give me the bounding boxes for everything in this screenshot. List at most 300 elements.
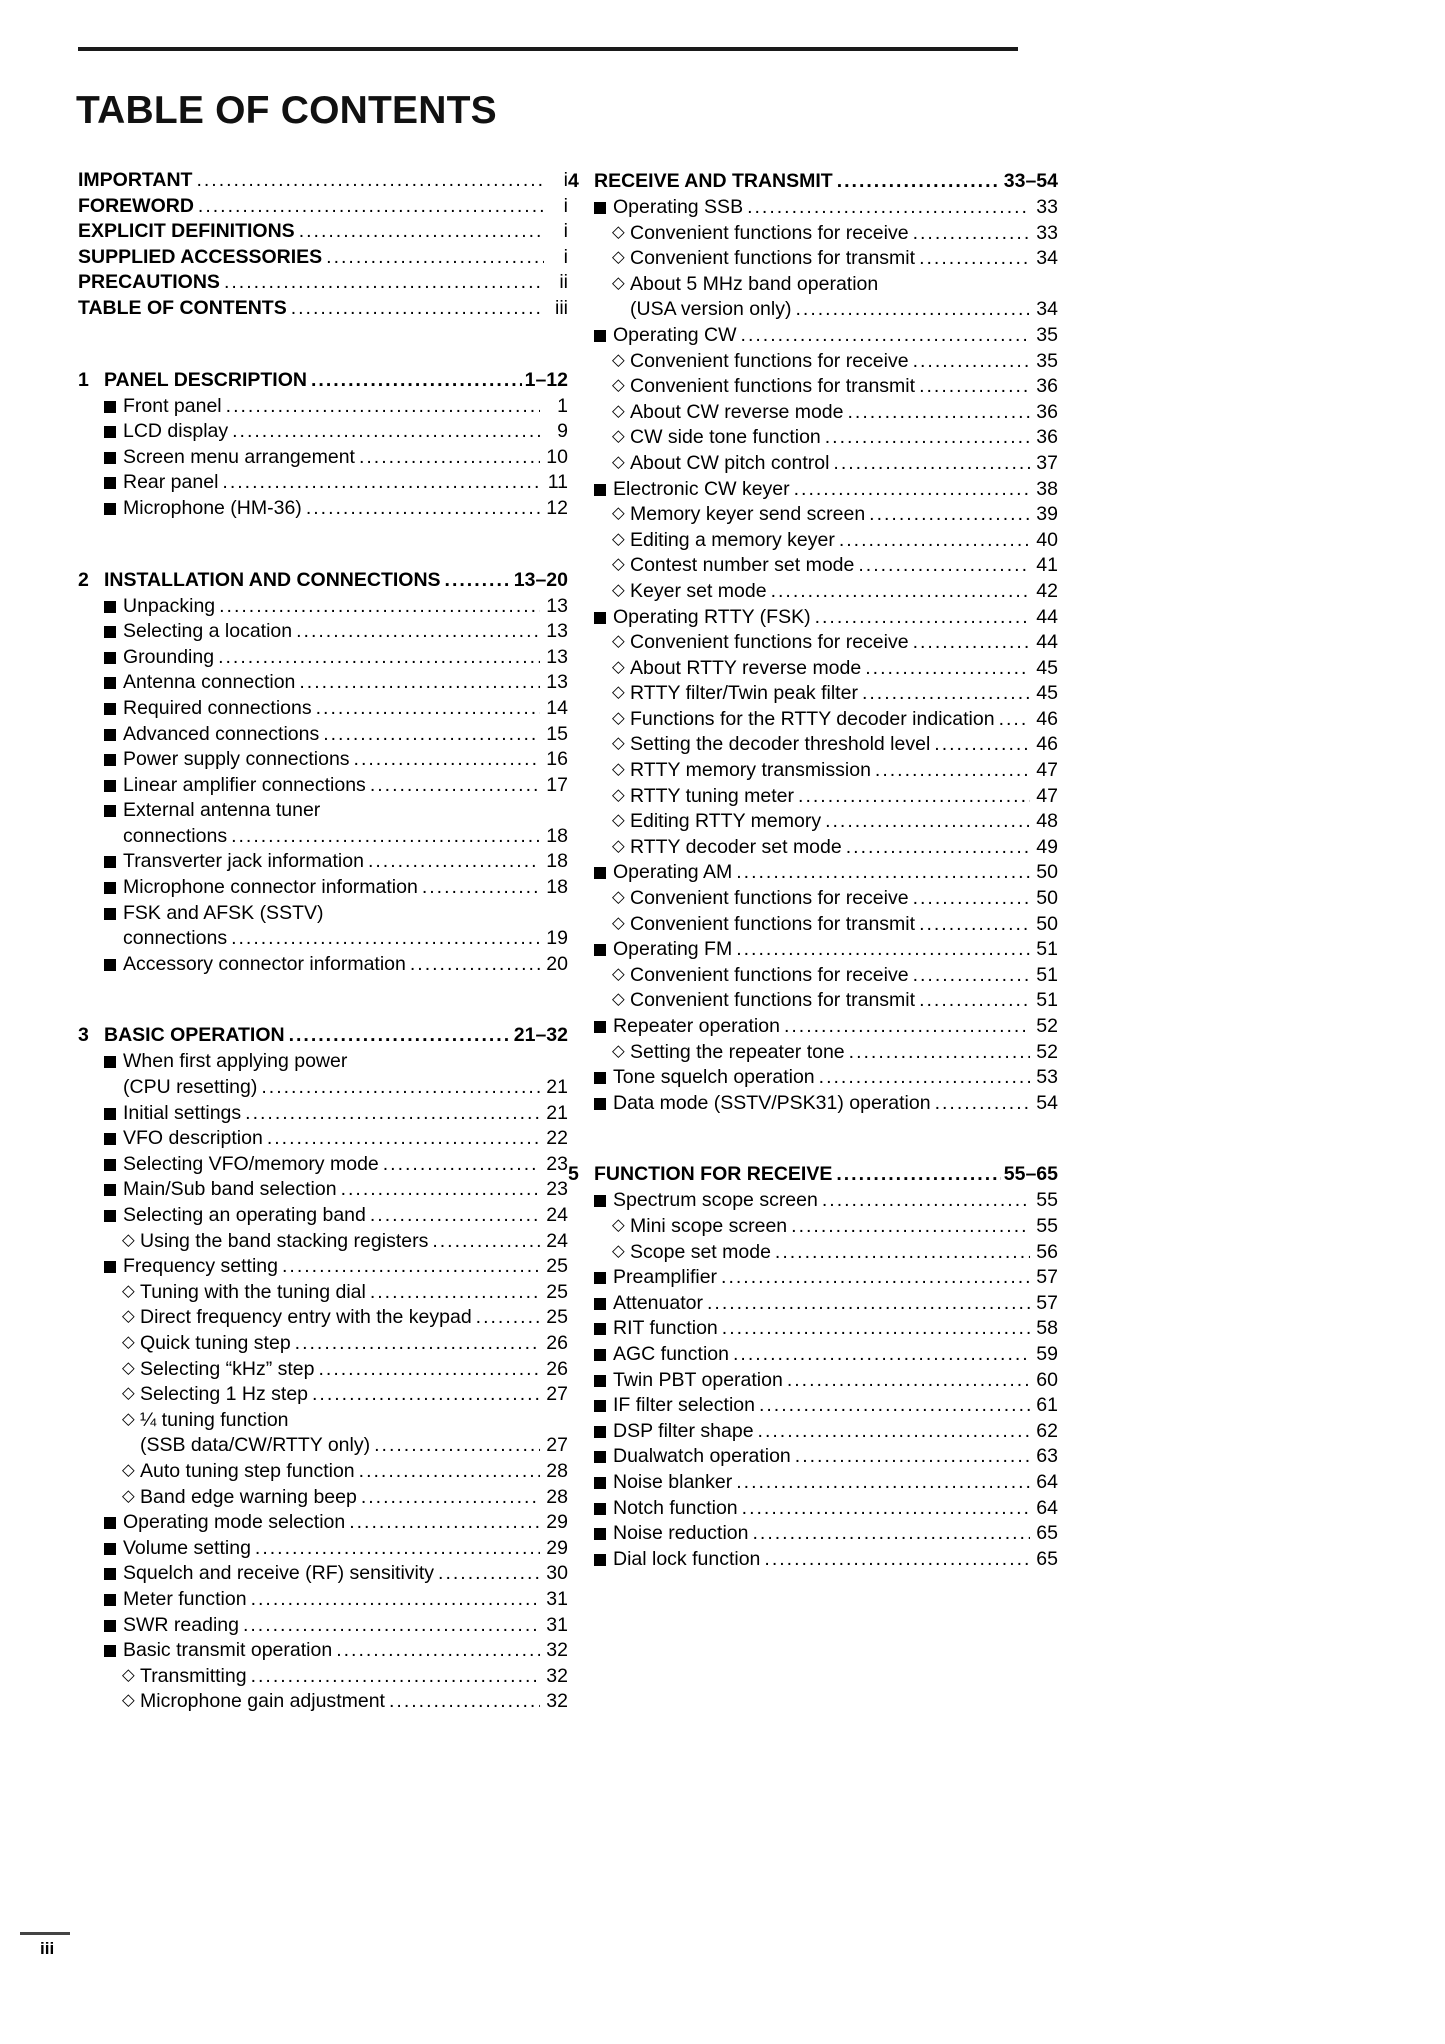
entry-page: 33–54 — [1003, 170, 1058, 192]
toc-entry[interactable] — [568, 502, 1058, 528]
entry-label: Convenient functions for receive — [630, 349, 909, 372]
dot-leader — [311, 368, 522, 394]
entry-page: 13 — [546, 620, 568, 643]
toc-entry[interactable] — [78, 1357, 568, 1383]
toc-entry[interactable] — [568, 579, 1058, 605]
dot-leader — [722, 1316, 1030, 1342]
dot-leader — [432, 1229, 540, 1255]
toc-entry[interactable] — [78, 1561, 568, 1587]
entry-label: RTTY decoder set mode — [630, 835, 842, 858]
entry-page: i — [563, 194, 568, 217]
toc-entry-front-matter[interactable] — [78, 194, 568, 220]
entry-label: Direct frequency entry with the keypad — [140, 1306, 472, 1329]
entry-label: When first applying power — [123, 1050, 348, 1073]
entry-label: RECEIVE AND TRANSMIT — [594, 170, 833, 192]
dot-leader — [742, 1496, 1030, 1522]
section-spacer — [78, 322, 568, 367]
entry-label: Advanced connections — [123, 722, 320, 745]
toc-entry[interactable] — [78, 594, 568, 620]
toc-entry[interactable] — [568, 425, 1058, 451]
entry-label: IF filter selection — [613, 1394, 755, 1417]
entry-page: 51 — [1036, 963, 1058, 986]
entry-page: 34 — [1036, 298, 1058, 321]
entry-page: 55 — [1036, 1189, 1058, 1212]
entry-label: Contest number set mode — [630, 554, 855, 577]
entry-page: 11 — [547, 471, 568, 494]
entry-page: 25 — [546, 1306, 568, 1329]
toc-entry[interactable] — [78, 645, 568, 671]
toc-entry[interactable] — [568, 1342, 1058, 1368]
dot-leader — [306, 496, 540, 522]
toc-section-heading[interactable] — [78, 567, 568, 594]
toc-entry[interactable] — [568, 528, 1058, 554]
dot-leader — [919, 912, 1030, 938]
toc-entry[interactable] — [568, 272, 1058, 298]
toc-entry[interactable] — [568, 860, 1058, 886]
entry-page: i — [563, 245, 568, 268]
entry-page: 25 — [546, 1280, 568, 1303]
toc-entry-front-matter[interactable] — [78, 245, 568, 271]
entry-label: Front panel — [123, 394, 222, 417]
entry-page: 45 — [1036, 682, 1058, 705]
toc-entry[interactable] — [78, 1536, 568, 1562]
entry-label: Editing RTTY memory — [630, 810, 822, 833]
entry-page: 54 — [1036, 1091, 1058, 1114]
dot-leader — [291, 296, 544, 322]
dot-leader — [794, 477, 1030, 503]
toc-entry[interactable] — [568, 1091, 1058, 1117]
toc-entry[interactable] — [78, 696, 568, 722]
entry-label: Preamplifier — [613, 1266, 718, 1289]
dot-leader — [323, 722, 540, 748]
dot-leader — [913, 886, 1030, 912]
toc-section-heading[interactable] — [78, 1022, 568, 1049]
toc-entry[interactable] — [78, 849, 568, 875]
section-spacer — [78, 522, 568, 567]
toc-entry[interactable] — [568, 1547, 1058, 1573]
dot-leader — [913, 963, 1030, 989]
toc-entry[interactable] — [568, 988, 1058, 1014]
dot-leader — [261, 1075, 540, 1101]
toc-entry[interactable] — [78, 952, 568, 978]
entry-label: AGC function — [613, 1342, 729, 1365]
toc-entry[interactable] — [78, 1203, 568, 1229]
toc-entry[interactable] — [568, 758, 1058, 784]
toc-entry[interactable] — [78, 1587, 568, 1613]
entry-page: 13 — [546, 594, 568, 617]
entry-page: 16 — [546, 748, 568, 771]
dot-leader — [833, 451, 1030, 477]
dot-leader — [299, 219, 544, 245]
toc-entry[interactable] — [78, 1229, 568, 1255]
toc-entry[interactable] — [78, 1049, 568, 1075]
dot-leader — [771, 579, 1030, 605]
entry-label: Convenient functions for receive — [630, 887, 909, 910]
entry-page: 20 — [546, 952, 568, 975]
entry-label: Dualwatch operation — [613, 1445, 791, 1468]
dot-leader — [795, 1444, 1030, 1470]
entry-label: Microphone gain adjustment — [140, 1690, 385, 1713]
entry-label: External antenna tuner — [123, 799, 321, 822]
entry-label: VFO description — [123, 1127, 263, 1150]
toc-entry[interactable] — [78, 1382, 568, 1408]
toc-entry[interactable] — [78, 470, 568, 496]
dot-leader — [775, 1240, 1030, 1266]
entry-page: 19 — [546, 927, 568, 950]
toc-entry-front-matter[interactable] — [78, 270, 568, 296]
dot-leader — [837, 169, 1001, 195]
toc-entry[interactable] — [78, 1075, 568, 1101]
dot-leader — [296, 619, 540, 645]
toc-entry[interactable] — [568, 937, 1058, 963]
dot-leader — [934, 732, 1030, 758]
dot-leader — [389, 1689, 540, 1715]
dot-leader — [736, 1470, 1030, 1496]
toc-entry[interactable] — [568, 605, 1058, 631]
toc-entry[interactable] — [568, 195, 1058, 221]
toc-entry[interactable] — [568, 246, 1058, 272]
toc-entry[interactable] — [568, 1240, 1058, 1266]
dot-leader — [935, 1091, 1030, 1117]
dot-leader — [370, 1203, 540, 1229]
toc-entry[interactable] — [568, 630, 1058, 656]
toc-entry[interactable] — [568, 1393, 1058, 1419]
dot-leader — [299, 670, 540, 696]
entry-page: 28 — [546, 1485, 568, 1508]
toc-entry[interactable] — [568, 477, 1058, 503]
toc-section-heading[interactable] — [568, 1161, 1058, 1188]
entry-page: 64 — [1036, 1496, 1058, 1519]
entry-page: 58 — [1036, 1317, 1058, 1340]
entry-label: Rear panel — [123, 471, 219, 494]
toc-entry[interactable] — [568, 707, 1058, 733]
toc-entry[interactable] — [568, 1444, 1058, 1470]
toc-entry[interactable] — [568, 835, 1058, 861]
toc-entry[interactable] — [568, 1496, 1058, 1522]
entry-label: Linear amplifier connections — [123, 773, 366, 796]
entry-page: 22 — [546, 1127, 568, 1150]
entry-page: 23 — [546, 1178, 568, 1201]
entry-page: 37 — [1036, 451, 1058, 474]
dot-leader — [721, 1265, 1030, 1291]
dot-leader — [251, 1587, 540, 1613]
entry-label: Operating RTTY (FSK) — [613, 605, 811, 628]
dot-leader — [336, 1638, 540, 1664]
toc-entry[interactable] — [78, 747, 568, 773]
dot-leader — [787, 1368, 1030, 1394]
section-spacer — [78, 977, 568, 1022]
dot-leader — [815, 605, 1030, 631]
toc-entry[interactable] — [568, 400, 1058, 426]
entry-label: Operating AM — [613, 861, 733, 884]
toc-entry[interactable] — [568, 553, 1058, 579]
dot-leader — [707, 1291, 1030, 1317]
dot-leader — [218, 645, 540, 671]
toc-columns — [0, 168, 1445, 1715]
dot-leader — [224, 270, 544, 296]
dot-leader — [316, 696, 540, 722]
toc-entry[interactable] — [78, 394, 568, 420]
toc-entry[interactable] — [568, 1214, 1058, 1240]
entry-page: 33 — [1036, 221, 1058, 244]
entry-label: Selecting VFO/memory mode — [123, 1152, 379, 1175]
entry-page: 18 — [546, 824, 568, 847]
entry-label: Transverter jack information — [123, 850, 364, 873]
toc-entry[interactable] — [78, 1485, 568, 1511]
entry-label: About CW pitch control — [630, 451, 830, 474]
entry-label: Main/Sub band selection — [123, 1178, 337, 1201]
toc-entry[interactable] — [568, 1265, 1058, 1291]
toc-entry[interactable] — [78, 1331, 568, 1357]
entry-page: 38 — [1036, 477, 1058, 500]
toc-entry[interactable] — [568, 221, 1058, 247]
entry-page: 29 — [546, 1536, 568, 1559]
entry-page: 36 — [1036, 400, 1058, 423]
entry-label: Spectrum scope screen — [613, 1189, 818, 1212]
right-sections — [568, 168, 1058, 1572]
dot-leader — [733, 1342, 1030, 1368]
entry-label: Operating SSB — [613, 196, 744, 218]
entry-label: Tuning with the tuning dial — [140, 1280, 366, 1303]
entry-label: Volume setting — [123, 1536, 251, 1559]
toc-entry[interactable] — [568, 681, 1058, 707]
entry-label: LCD display — [123, 420, 229, 443]
entry-label: connections — [123, 824, 228, 847]
entry-page: 39 — [1036, 503, 1058, 526]
section-number: 1 — [78, 368, 89, 391]
toc-entry[interactable] — [78, 619, 568, 645]
entry-page: 33 — [1036, 196, 1058, 218]
section-number: 2 — [78, 568, 89, 591]
dot-leader — [798, 784, 1030, 810]
section-spacer — [568, 1116, 1058, 1161]
entry-page: 31 — [546, 1587, 568, 1610]
entry-page: 47 — [1036, 784, 1058, 807]
toc-entry-front-matter[interactable] — [78, 219, 568, 245]
toc-entry[interactable] — [568, 1368, 1058, 1394]
entry-page: 40 — [1036, 528, 1058, 551]
entry-label: Scope set mode — [630, 1240, 771, 1263]
entry-label: About CW reverse mode — [630, 400, 844, 423]
entry-page: 36 — [1036, 426, 1058, 449]
toc-entry[interactable] — [568, 886, 1058, 912]
entry-label: Convenient functions for receive — [630, 963, 909, 986]
dot-leader — [359, 445, 540, 471]
entry-label: Setting the decoder threshold level — [630, 733, 931, 756]
toc-entry[interactable] — [78, 1638, 568, 1664]
toc-entry[interactable] — [568, 1065, 1058, 1091]
entry-label: RIT function — [613, 1317, 718, 1340]
entry-page: 31 — [546, 1613, 568, 1636]
toc-right-column — [568, 168, 1058, 1715]
entry-label: Microphone (HM-36) — [123, 496, 302, 519]
toc-entry[interactable] — [568, 451, 1058, 477]
entry-page: 65 — [1036, 1522, 1058, 1545]
entry-label: RTTY tuning meter — [630, 784, 795, 807]
entry-label: (CPU resetting) — [123, 1076, 258, 1099]
toc-entry[interactable] — [568, 1291, 1058, 1317]
dot-leader — [354, 747, 540, 773]
entry-label: Functions for the RTTY decoder indication — [630, 707, 995, 730]
toc-entry[interactable] — [568, 912, 1058, 938]
entry-page: 21 — [546, 1101, 568, 1124]
toc-entry[interactable] — [568, 784, 1058, 810]
entry-label: Grounding — [123, 645, 215, 668]
entry-page: 42 — [1036, 579, 1058, 602]
toc-entry[interactable] — [78, 1689, 568, 1715]
dot-leader — [784, 1014, 1030, 1040]
toc-entry[interactable] — [78, 1408, 568, 1434]
dot-leader — [741, 323, 1030, 349]
dot-leader — [913, 630, 1030, 656]
left-sections — [78, 322, 568, 1715]
header-rule — [78, 47, 1018, 51]
dot-leader — [359, 1459, 540, 1485]
entry-label: Operating CW — [613, 323, 737, 346]
toc-entry[interactable] — [78, 1459, 568, 1485]
entry-page: 50 — [1036, 887, 1058, 910]
dot-leader — [919, 988, 1030, 1014]
toc-entry[interactable] — [78, 875, 568, 901]
dot-leader — [245, 1101, 540, 1127]
entry-label: Noise reduction — [613, 1522, 749, 1545]
dot-leader — [819, 1065, 1030, 1091]
entry-page: 41 — [1036, 554, 1058, 577]
entry-page: i — [563, 220, 568, 243]
toc-entry[interactable] — [568, 349, 1058, 375]
entry-page: 26 — [546, 1331, 568, 1354]
dot-leader — [875, 758, 1030, 784]
dot-leader — [231, 824, 540, 850]
toc-entry[interactable] — [78, 419, 568, 445]
entry-label: Operating mode selection — [123, 1511, 346, 1534]
toc-entry[interactable] — [78, 1177, 568, 1203]
toc-entry[interactable] — [568, 1316, 1058, 1342]
toc-entry[interactable] — [78, 773, 568, 799]
entry-page: 60 — [1036, 1368, 1058, 1391]
toc-entry[interactable] — [568, 963, 1058, 989]
entry-label: About RTTY reverse mode — [630, 656, 862, 679]
dot-leader — [862, 681, 1030, 707]
entry-page: 65 — [1036, 1547, 1058, 1570]
entry-label: RTTY memory transmission — [630, 759, 871, 782]
entry-label: Accessory connector information — [123, 952, 406, 975]
entry-label: Transmitting — [140, 1664, 247, 1687]
entry-page: 27 — [546, 1383, 568, 1406]
toc-entry[interactable] — [568, 732, 1058, 758]
toc-entry[interactable] — [78, 1433, 568, 1459]
entry-page: 50 — [1036, 861, 1058, 884]
toc-entry[interactable] — [568, 1014, 1058, 1040]
toc-entry[interactable] — [78, 1510, 568, 1536]
entry-page: 12 — [546, 496, 568, 519]
toc-entry[interactable] — [78, 1152, 568, 1178]
entry-page: 49 — [1036, 835, 1058, 858]
toc-entry[interactable] — [78, 798, 568, 824]
entry-page: 53 — [1036, 1066, 1058, 1089]
section-number: 5 — [568, 1163, 579, 1186]
entry-page: 28 — [546, 1459, 568, 1482]
entry-page: 24 — [546, 1229, 568, 1252]
entry-label: Squelch and receive (RF) sensitivity — [123, 1562, 435, 1585]
toc-entry[interactable] — [568, 323, 1058, 349]
dot-leader — [370, 773, 540, 799]
entry-label: EXPLICIT DEFINITIONS — [78, 220, 295, 243]
dot-leader — [222, 470, 540, 496]
entry-label: INSTALLATION AND CONNECTIONS — [104, 568, 441, 591]
toc-entry[interactable] — [78, 1126, 568, 1152]
toc-entry[interactable] — [78, 824, 568, 850]
entry-label: PRECAUTIONS — [78, 271, 220, 294]
entry-label: BASIC OPERATION — [104, 1024, 285, 1047]
entry-label: Keyer set mode — [630, 579, 767, 602]
dot-leader — [219, 594, 540, 620]
toc-entry[interactable] — [78, 1280, 568, 1306]
toc-entry[interactable] — [78, 1305, 568, 1331]
toc-entry-front-matter[interactable] — [78, 296, 568, 322]
toc-entry[interactable] — [78, 722, 568, 748]
toc-entry[interactable] — [568, 374, 1058, 400]
entry-label: (USA version only) — [630, 298, 792, 321]
toc-entry[interactable] — [568, 297, 1058, 323]
toc-entry[interactable] — [78, 670, 568, 696]
toc-entry[interactable] — [568, 809, 1058, 835]
dot-leader — [370, 1280, 540, 1306]
toc-entry[interactable] — [78, 926, 568, 952]
entry-label: Electronic CW keyer — [613, 477, 790, 500]
entry-label: Convenient functions for transmit — [630, 247, 916, 270]
toc-entry[interactable] — [568, 1470, 1058, 1496]
entry-page: 23 — [546, 1152, 568, 1175]
toc-entry[interactable] — [78, 445, 568, 471]
toc-entry-front-matter[interactable] — [78, 168, 568, 194]
toc-entry[interactable] — [78, 1101, 568, 1127]
dot-leader — [836, 1162, 1000, 1188]
dot-leader — [858, 553, 1030, 579]
dot-leader — [825, 425, 1030, 451]
toc-section-heading[interactable] — [78, 367, 568, 394]
dot-leader — [368, 849, 540, 875]
toc-entry[interactable] — [78, 901, 568, 927]
toc-section-heading[interactable] — [568, 168, 1058, 195]
entry-label: Noise blanker — [613, 1470, 733, 1493]
entry-label: IMPORTANT — [78, 169, 193, 191]
toc-entry[interactable] — [568, 1419, 1058, 1445]
entry-page: 18 — [546, 850, 568, 873]
entry-label: Power supply connections — [123, 748, 350, 771]
dot-leader — [383, 1152, 540, 1178]
entry-page: 46 — [1036, 733, 1058, 756]
entry-label: (SSB data/CW/RTTY only) — [140, 1434, 371, 1457]
toc-entry[interactable] — [78, 1613, 568, 1639]
toc-entry[interactable] — [568, 1040, 1058, 1066]
entry-page: 30 — [546, 1562, 568, 1585]
toc-entry[interactable] — [78, 1664, 568, 1690]
entry-page: 50 — [1036, 912, 1058, 935]
entry-label: Twin PBT operation — [613, 1368, 783, 1391]
toc-entry[interactable] — [568, 1521, 1058, 1547]
toc-entry[interactable] — [78, 1254, 568, 1280]
dot-leader — [361, 1485, 540, 1511]
entry-page: 32 — [546, 1664, 568, 1687]
toc-entry[interactable] — [568, 656, 1058, 682]
entry-page: 1 — [557, 394, 568, 417]
entry-label: Quick tuning step — [140, 1331, 291, 1354]
toc-entry[interactable] — [568, 1188, 1058, 1214]
toc-entry[interactable] — [78, 496, 568, 522]
dot-leader — [764, 1547, 1030, 1573]
dot-leader — [445, 568, 511, 594]
